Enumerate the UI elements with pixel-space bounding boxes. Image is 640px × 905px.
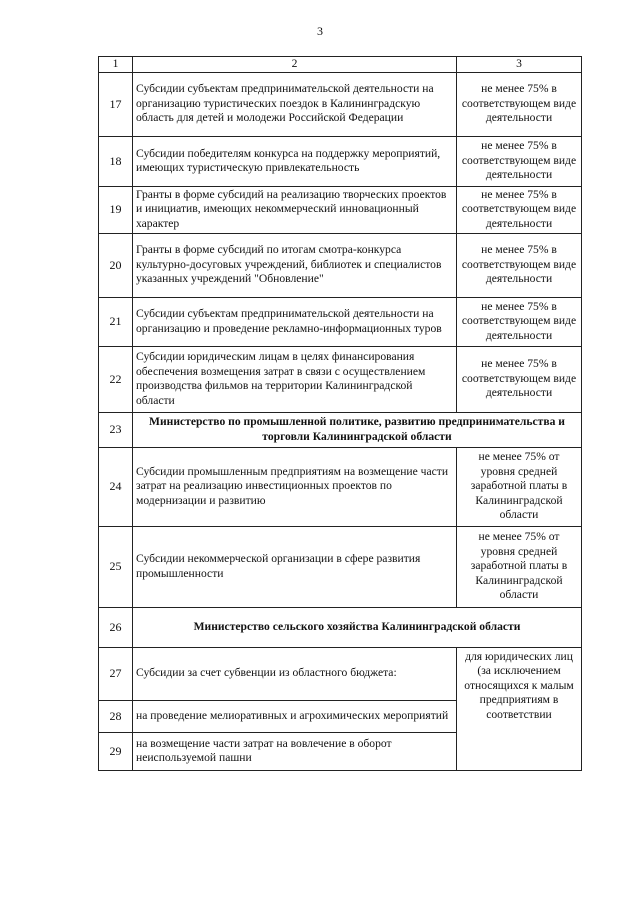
table-header-row: [99, 57, 582, 73]
row-condition: не менее 75% в соответствующем виде деятельности: [457, 186, 582, 233]
row-description: Субсидии некоммерческой организации в сфере развития промышленности: [133, 526, 457, 607]
table-row: [99, 72, 582, 136]
row-number: 20: [99, 233, 133, 297]
table-row: [99, 346, 582, 412]
row-condition: не менее 75% в соответствующем виде деятельности: [457, 233, 582, 297]
table-row: [99, 136, 582, 186]
row-description: Гранты в форме субсидий на реализацию творческих проектов и инициатив, имеющих некоммерческий инновационный характер: [133, 186, 457, 233]
table-row: [99, 233, 582, 297]
row-description: Субсидии за счет субвенции из областного бюджета:: [133, 647, 457, 700]
column-header: 1: [99, 57, 133, 73]
row-description: Субсидии субъектам предпринимательской деятельности на организацию туристических поездок в Калининградскую область для детей и молодежи Российской Федерации: [133, 72, 457, 136]
row-number: 18: [99, 136, 133, 186]
row-number: 26: [99, 607, 133, 647]
ministry-heading: Министерство сельского хозяйства Калининградской области: [133, 607, 582, 647]
row-condition: не менее 75% от уровня средней заработной платы в Калининградской области: [457, 526, 582, 607]
subsidy-table: [98, 56, 582, 771]
row-number: 25: [99, 526, 133, 607]
row-description: Субсидии победителям конкурса на поддержку мероприятий, имеющих туристическую привлекательность: [133, 136, 457, 186]
row-condition: не менее 75% в соответствующем виде деятельности: [457, 346, 582, 412]
row-number: 28: [99, 700, 133, 732]
row-number: 17: [99, 72, 133, 136]
table-row: [99, 526, 582, 607]
row-description: на возмещение части затрат на вовлечение в оборот неиспользуемой пашни: [133, 732, 457, 770]
row-number: 23: [99, 412, 133, 447]
table-row: [99, 186, 582, 233]
row-description: Субсидии промышленным предприятиям на возмещение части затрат на реализацию инвестиционных проектов по модернизации и развитию: [133, 447, 457, 526]
row-condition: не менее 75% в соответствующем виде деятельности: [457, 297, 582, 346]
row-number: 24: [99, 447, 133, 526]
row-number: 21: [99, 297, 133, 346]
column-header: 2: [133, 57, 457, 73]
row-description: Субсидии юридическим лицам в целях финансирования обеспечения возмещения затрат в связи с осуществлением производства фильмов на территории Калининградской области: [133, 346, 457, 412]
row-description: на проведение мелиоративных и агрохимических мероприятий: [133, 700, 457, 732]
ministry-row: [99, 607, 582, 647]
row-number: 29: [99, 732, 133, 770]
row-number: 19: [99, 186, 133, 233]
row-condition: не менее 75% в соответствующем виде деятельности: [457, 136, 582, 186]
row-number: 22: [99, 346, 133, 412]
table-row: [99, 647, 582, 700]
ministry-heading: Министерство по промышленной политике, развитию предпринимательства и торговли Калининградской области: [133, 412, 582, 447]
row-description: Субсидии субъектам предпринимательской деятельности на организацию и проведение рекламно-информационных туров: [133, 297, 457, 346]
table-row: [99, 447, 582, 526]
row-number: 27: [99, 647, 133, 700]
row-condition: не менее 75% от уровня средней заработной платы в Калининградской области: [457, 447, 582, 526]
row-condition: не менее 75% в соответствующем виде деятельности: [457, 72, 582, 136]
row-description: Гранты в форме субсидий по итогам смотра-конкурса культурно-досуговых учреждений, библиотек и специалистов указанных учреждений "Обновление": [133, 233, 457, 297]
ministry-row: [99, 412, 582, 447]
table-row: [99, 297, 582, 346]
merged-condition: для юридических лиц (за исключением относящихся к малым предприятиям в соответствии: [457, 647, 582, 770]
page-number: 3: [317, 24, 323, 38]
column-header: 3: [457, 57, 582, 73]
